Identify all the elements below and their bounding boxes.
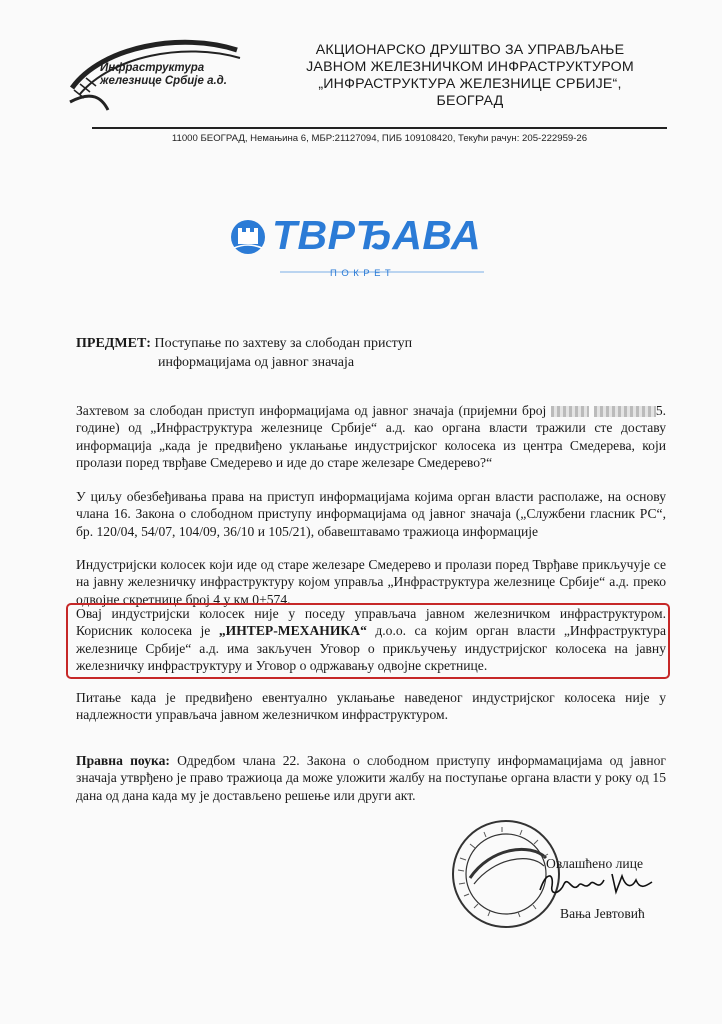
organization-name	[270, 42, 670, 110]
redacted-date	[594, 406, 656, 417]
signatory-name: Вања Јевтовић	[560, 906, 645, 921]
paragraph-track-info: Индустријски колосек који иде од старе железаре Смедерево и пролази поред Тврђаве прикључује се на јавну железничку инфраструктуру којом управља „Инфраструктура железнице Србије“ а.д. преко одвојне скретнице број 4 у км 0+574.	[76, 557, 666, 607]
track-owner-part-2: д.о.о. са којим орган власти „Инфраструктура железнице Србије“ а.д. има закључен Уговор о прикључењу индустријског колосека на јавну железничку инфраструктуру и Уговор о одржавању одвојне скретнице.	[76, 623, 666, 674]
paragraph-request-part-1: Захтевом за слободан приступ информацијама од јавног значаја (пријемни број	[76, 403, 547, 418]
redacted-number	[551, 406, 589, 417]
subject-line-2: информацијама од јавног значаја	[158, 355, 355, 370]
paragraph-legal-basis: У циљу обезбеђивања права на приступ информацијама којима орган власти располаже, на основу члана 16. Закона о слободном приступу информацијама од јавног значаја („Службени гласник РС“, бр. 120/04, 54/07, 104/09, 36/10 и 105/21), обавештавамо тражиоца информације	[76, 489, 666, 539]
paragraph-track-owner	[76, 605, 666, 675]
movement-logo-subtitle: ПОКРЕТ	[330, 268, 396, 279]
handwritten-signature-icon	[536, 866, 656, 902]
paragraph-request-part-2: 5. године) од „Инфраструктура железнице Србије“ а.д. као органа власти тражили сте доставу информација „када је предвиђено уклањање индустријског колосека из центра Смедерева, који пролази поред тврђаве Смедерево и иде до старе железаре Смедерево?“	[76, 403, 667, 471]
track-owner-part-1: Овај индустријски колосек није у поседу управљача јавном железничком инфраструктуром. Корисник колосека је	[76, 606, 666, 639]
paragraph-request	[76, 402, 666, 472]
logo-line-2: железнице Србије а.д.	[100, 75, 227, 87]
subject-block	[76, 334, 412, 372]
org-line-3: „ИНФРАСТРУКТУРА ЖЕЛЕЗНИЦЕ СРБИЈЕ“,	[318, 76, 622, 92]
org-line-4: БЕОГРАД	[436, 93, 504, 109]
company-name: „ИНТЕР-МЕХАНИКА“	[218, 623, 367, 639]
org-line-1: АКЦИОНАРСКО ДРУШТВО ЗА УПРАВЉАЊЕ	[315, 42, 625, 58]
subject-label: ПРЕДМЕТ:	[76, 336, 151, 351]
legal-remedy-text: Одредбом члана 22. Закона о слободном приступу информамацијама од јавног значаја утврђено је право тражиоца да може уложити жалбу на поступање органа власти у року од 15 дана од дана када му је достављено решење или други акт.	[76, 753, 666, 803]
movement-logo-title: ТВРЂАВА	[272, 212, 482, 258]
company-address: 11000 БЕОГРАД, Немањина 6, МБР:21127094, ПИБ 109108420, Текући рачун: 205-222959-26	[171, 133, 588, 144]
company-logo-text	[100, 62, 227, 88]
paragraph-jurisdiction: Питање када је предвиђено евентуално уклањање наведеног индустријског колосека није у надлежности управљача јавном железничком инфраструктуром.	[76, 690, 666, 723]
signatory-title: Овлашћено лице	[546, 856, 644, 871]
letterhead-divider	[92, 127, 667, 129]
org-line-2: ЈАВНОМ ЖЕЛЕЗНИЧКОМ ИНФРАСТРУКТУРОМ	[306, 59, 634, 75]
logo-line-1: Инфраструктура	[100, 62, 205, 74]
legal-remedy-label: Правна поука:	[76, 753, 170, 768]
paragraph-legal-remedy	[76, 752, 666, 804]
subject-line-1: Поступање по захтеву за слободан приступ	[154, 336, 413, 351]
